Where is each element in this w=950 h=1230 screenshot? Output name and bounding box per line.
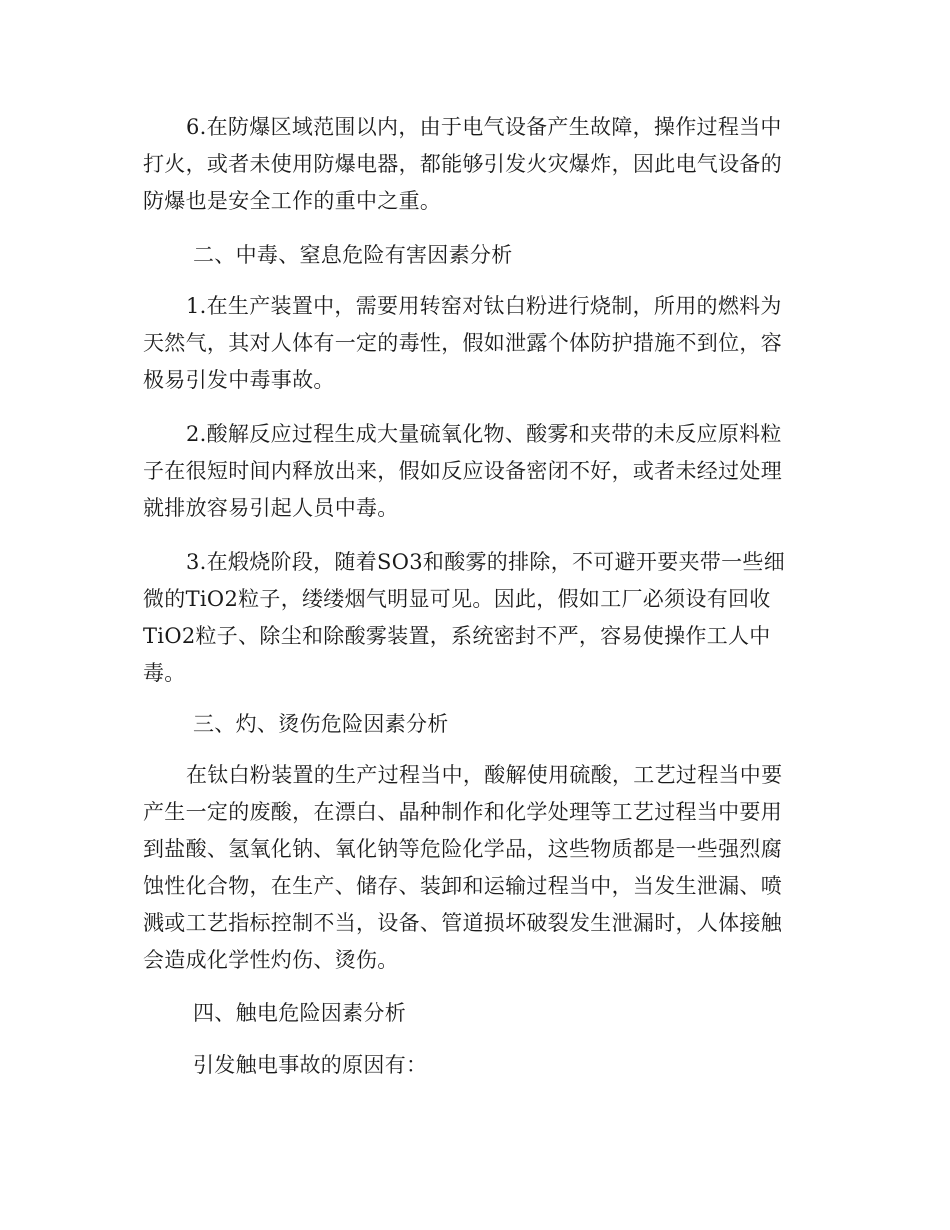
text-line: 打火，或者未使用防爆电器，都能够引发火灾爆炸，因此电气设备的 (143, 152, 782, 176)
text-line: 产生一定的废酸，在漂白、晶种制作和化学处理等工艺过程当中要用 (143, 800, 782, 824)
text-line: 防爆也是安全工作的重中之重。 (143, 189, 442, 213)
text-line: 在钛白粉装置的生产过程当中，酸解使用硫酸，工艺过程当中要 (186, 763, 783, 787)
text-line: 就排放容易引起人员中毒。 (143, 496, 399, 520)
section-heading-4: 四、触电危险因素分析 (193, 1001, 406, 1025)
text-line: 极易引发中毒事故。 (143, 368, 335, 392)
text-line: 子在很短时间内释放出来，假如反应设备密闭不好，或者未经过处理 (143, 459, 782, 483)
text-line: 2.酸解反应过程生成大量硫氧化物、酸雾和夹带的未反应原料粒 (186, 422, 782, 446)
section-heading-3: 三、灼、烫伤危险因素分析 (193, 712, 449, 736)
paragraph-4-1: 引发触电事故的原因有： (193, 1053, 428, 1077)
text-line: TiO2粒子、除尘和除酸雾装置，系统密封不严，容易使操作工人中 (143, 624, 771, 648)
text-line: 会造成化学性灼伤、烫伤。 (143, 948, 399, 972)
text-line: 3.在煅烧阶段，随着SO3和酸雾的排除，不可避开要夹带一些细 (186, 550, 785, 574)
text-line: 溅或工艺指标控制不当，设备、管道损坏破裂发生泄漏时，人体接触 (143, 911, 782, 935)
text-line: 6.在防爆区域范围以内，由于电气设备产生故障，操作过程当中 (186, 115, 782, 139)
text-line: 蚀性化合物，在生产、储存、装卸和运输过程当中，当发生泄漏、喷 (143, 874, 782, 898)
text-line: 毒。 (143, 661, 186, 685)
text-line: 1.在生产装置中，需要用转窑对钛白粉进行烧制，所用的燃料为 (186, 294, 782, 318)
text-line: 天然气，其对人体有一定的毒性，假如泄露个体防护措施不到位，容 (143, 331, 782, 355)
text-line: 微的TiO2粒子，缕缕烟气明显可见。因此，假如工厂必须设有回收 (143, 587, 771, 611)
text-line: 到盐酸、氢氧化钠、氧化钠等危险化学品，这些物质都是一些强烈腐 (143, 837, 782, 861)
section-heading-2: 二、中毒、窒息危险有害因素分析 (193, 243, 513, 267)
